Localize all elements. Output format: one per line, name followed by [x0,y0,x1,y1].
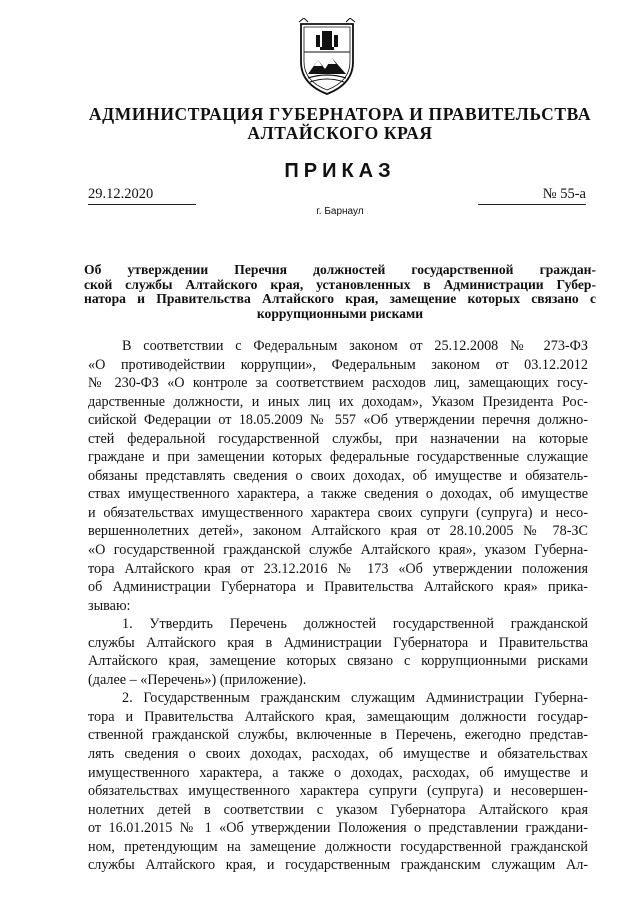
title-line: Об утверждении Перечня должностей государственной граждан- [84,262,596,277]
document-city: г. Барнаул [316,206,364,217]
body-line: службы Алтайского края, и государственным гражданским служащим Ал- [88,857,588,874]
body-line: (далее – «Перечень») (приложение). [88,671,307,688]
organization-name-line1: АДМИНИСТРАЦИЯ ГУБЕРНАТОРА И ПРАВИТЕЛЬСТВА [88,104,592,124]
document-date: 29.12.2020 [88,186,196,205]
body-line: граждане и при замещении которых федеральные государственные служащие [88,449,588,466]
body-line: Алтайского края, замещение которых связано с коррупционными рисками [88,653,588,670]
document-number: № 55-а [478,186,586,205]
body-line: дарственные должности, и иных лиц их доходам», Указом Президента Рос- [88,393,588,410]
title-line: натора и Правительства Алтайского края, замещение которых связано с [84,291,596,306]
order-body [88,337,588,875]
organization-name-line2: АЛТАЙСКОГО КРАЯ [247,123,433,143]
body-line: стей федеральной государственной службы, при назначении на которые [88,430,588,447]
body-line: имущественного характера, а также о доходах, расходах, об имуществе и [88,764,588,781]
coat-of-arms-icon [296,18,358,98]
body-line: 1. Утвердить Перечень должностей государственной гражданской [122,616,588,633]
body-line: об Администрации Губернатора и Правительства Алтайского края» прика- [88,579,588,596]
body-line: «О противодействии коррупции», Федеральным законом от 03.12.2012 [88,356,588,373]
body-line: сийской Федерации от 18.05.2009 № 557 «Об утверждении перечня должно- [88,412,588,429]
body-line: зываю: [88,597,131,614]
body-line: «О государственной гражданской службе Алтайского края», указом Губерна- [88,542,588,559]
body-line: 2. Государственным гражданским служащим Администрации Губерна- [122,690,588,707]
body-line: ном, претендующим на замещение должности государственной гражданской [88,838,588,855]
body-line: тора Алтайского края от 23.12.2016 № 173 «Об утверждении положения [88,560,588,577]
body-line: ственной гражданской службы, включенные в Перечень, ежегодно представ- [88,727,588,744]
title-line: коррупционными рисками [256,305,424,321]
body-line: № 230-ФЗ «О контроле за соответствием расходов лиц, замещающих госу- [88,375,588,392]
body-line: лять сведения о своих доходах, расходах, об имуществе и обязательствах [88,746,588,763]
body-line: и обязательствах имущественного характера своих супруги (супруга) и несо- [88,504,588,521]
body-line: обязательствах имущественного характера супруги (супруга) и несовершен- [88,783,588,800]
order-title [84,263,596,321]
body-line: службы Алтайского края в Администрации Губернатора и Правительства [88,634,588,651]
body-line: вершеннолетних детей», законом Алтайского края от 28.10.2005 № 78-ЗС [88,523,588,540]
body-line: ствах имущественного характера, а также сведения о доходах, об имуществе [88,486,588,503]
body-line: нолетних детей в соответствии с указом Губернатора Алтайского края [88,801,588,818]
body-line: В соответствии с Федеральным законом от 25.12.2008 № 273-ФЗ [122,338,588,354]
title-line: ской службы Алтайского края, установленных в Администрации Губер- [84,276,596,292]
document-type-title: ПРИКАЗ [284,160,396,182]
body-line: обязаны представлять сведения о своих доходах, об имуществе и обязатель- [88,467,588,484]
body-line: тора и Правительства Алтайского края, замещающим должности государ- [88,708,588,725]
body-line: от 16.01.2015 № 1 «Об утверждении Положения о представлении граждани- [88,820,588,837]
